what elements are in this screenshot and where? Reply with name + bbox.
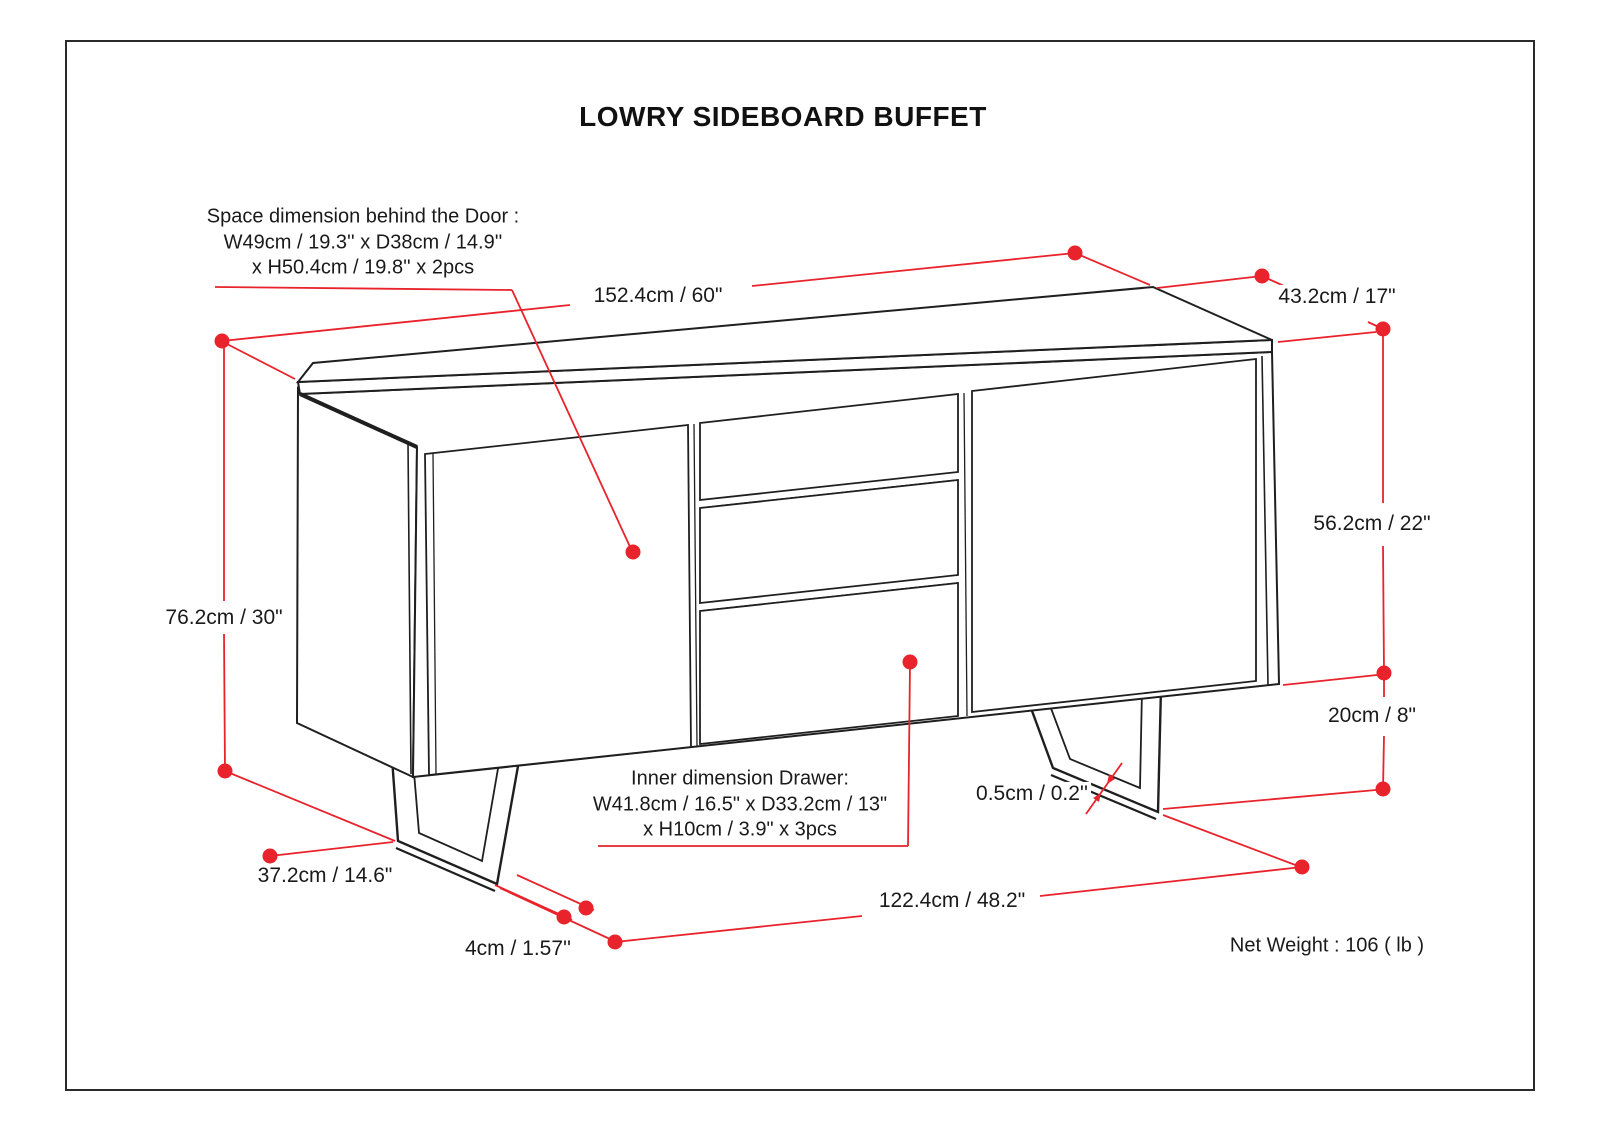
dimension-leg-footprint-depth: 37.2cm / 14.6" bbox=[255, 864, 396, 888]
dimension-feet-span-width: 122.4cm / 48.2" bbox=[876, 889, 1028, 913]
net-weight-label: Net Weight : 106 ( lb ) bbox=[1229, 934, 1425, 957]
dimension-foot-width: 4cm / 1.57'' bbox=[462, 937, 574, 961]
dimension-overall-width: 152.4cm / 60" bbox=[591, 284, 726, 308]
door-space-line1: Space dimension behind the Door : bbox=[206, 205, 520, 228]
door-space-line3: x H50.4cm / 19.8'' x 2pcs bbox=[251, 256, 475, 279]
left-side-panel bbox=[297, 388, 417, 777]
dimension-leg-height: 20cm / 8" bbox=[1325, 704, 1419, 728]
drawer-inner-annotation bbox=[593, 767, 887, 844]
drawer-inner-line2: W41.8cm / 16.5" x D33.2cm / 13" bbox=[592, 793, 888, 816]
door-space-annotation bbox=[207, 205, 519, 282]
drawer-bottom bbox=[700, 583, 958, 744]
door-space-line2: W49cm / 19.3'' x D38cm / 14.9'' bbox=[223, 231, 503, 254]
right-door bbox=[972, 359, 1256, 712]
drawer-inner-line1: Inner dimension Drawer: bbox=[631, 767, 849, 790]
dimension-body-height: 56.2cm / 22" bbox=[1310, 512, 1433, 536]
dimension-overall-height: 76.2cm / 30" bbox=[162, 606, 285, 630]
left-door bbox=[425, 425, 691, 775]
dimension-foot-plate-thickness: 0.5cm / 0.2'' bbox=[973, 782, 1091, 806]
page-title: LOWRY SIDEBOARD BUFFET bbox=[579, 101, 987, 132]
drawer-inner-line3: x H10cm / 3.9" x 3pcs bbox=[643, 818, 837, 841]
dimension-overall-depth: 43.2cm / 17" bbox=[1275, 285, 1398, 309]
